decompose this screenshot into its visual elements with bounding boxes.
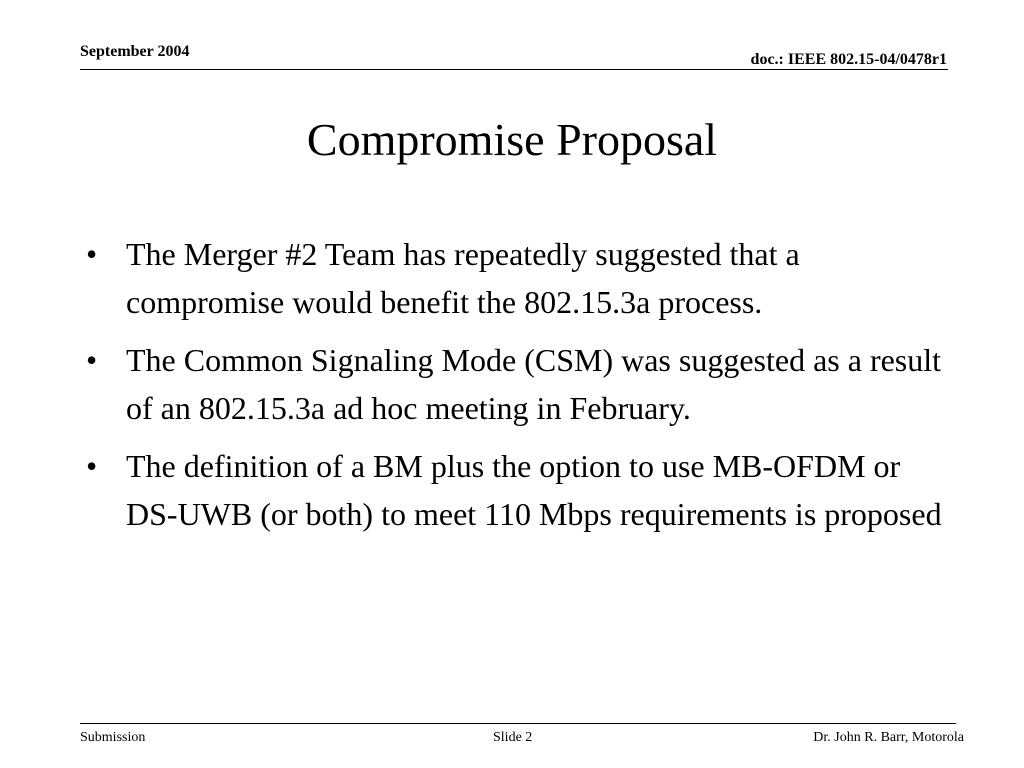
bullet-item	[84, 230, 944, 326]
bullet-text: The Merger #2 Team has repeatedly suggested that a compromise would benefit the 802.15.3a process.	[126, 236, 800, 320]
slide-title: Compromise Proposal	[306, 114, 718, 165]
footer-divider	[80, 723, 956, 724]
bullet-marker: •	[86, 448, 98, 484]
footer-submission: Submission	[80, 730, 146, 745]
bullet-item	[84, 336, 944, 432]
bullet-item	[84, 442, 944, 538]
footer-slide-number: Slide 2	[493, 730, 533, 745]
bullet-marker: •	[86, 236, 98, 272]
header-divider	[80, 69, 948, 70]
bullet-list	[84, 230, 944, 548]
bullet-text: The Common Signaling Mode (CSM) was suggested as a result of an 802.15.3a ad hoc meeting in February.	[126, 342, 942, 426]
bullet-text: The definition of a BM plus the option to use MB-OFDM or DS-UWB (or both) to meet 110 Mbps requirements is proposed	[126, 448, 942, 532]
header-doc-id: doc.: IEEE 802.15-04/0478r1	[750, 51, 947, 68]
header-date: September 2004	[80, 43, 190, 60]
bullet-marker: •	[86, 342, 98, 378]
footer-author: Dr. John R. Barr, Motorola	[813, 730, 964, 745]
